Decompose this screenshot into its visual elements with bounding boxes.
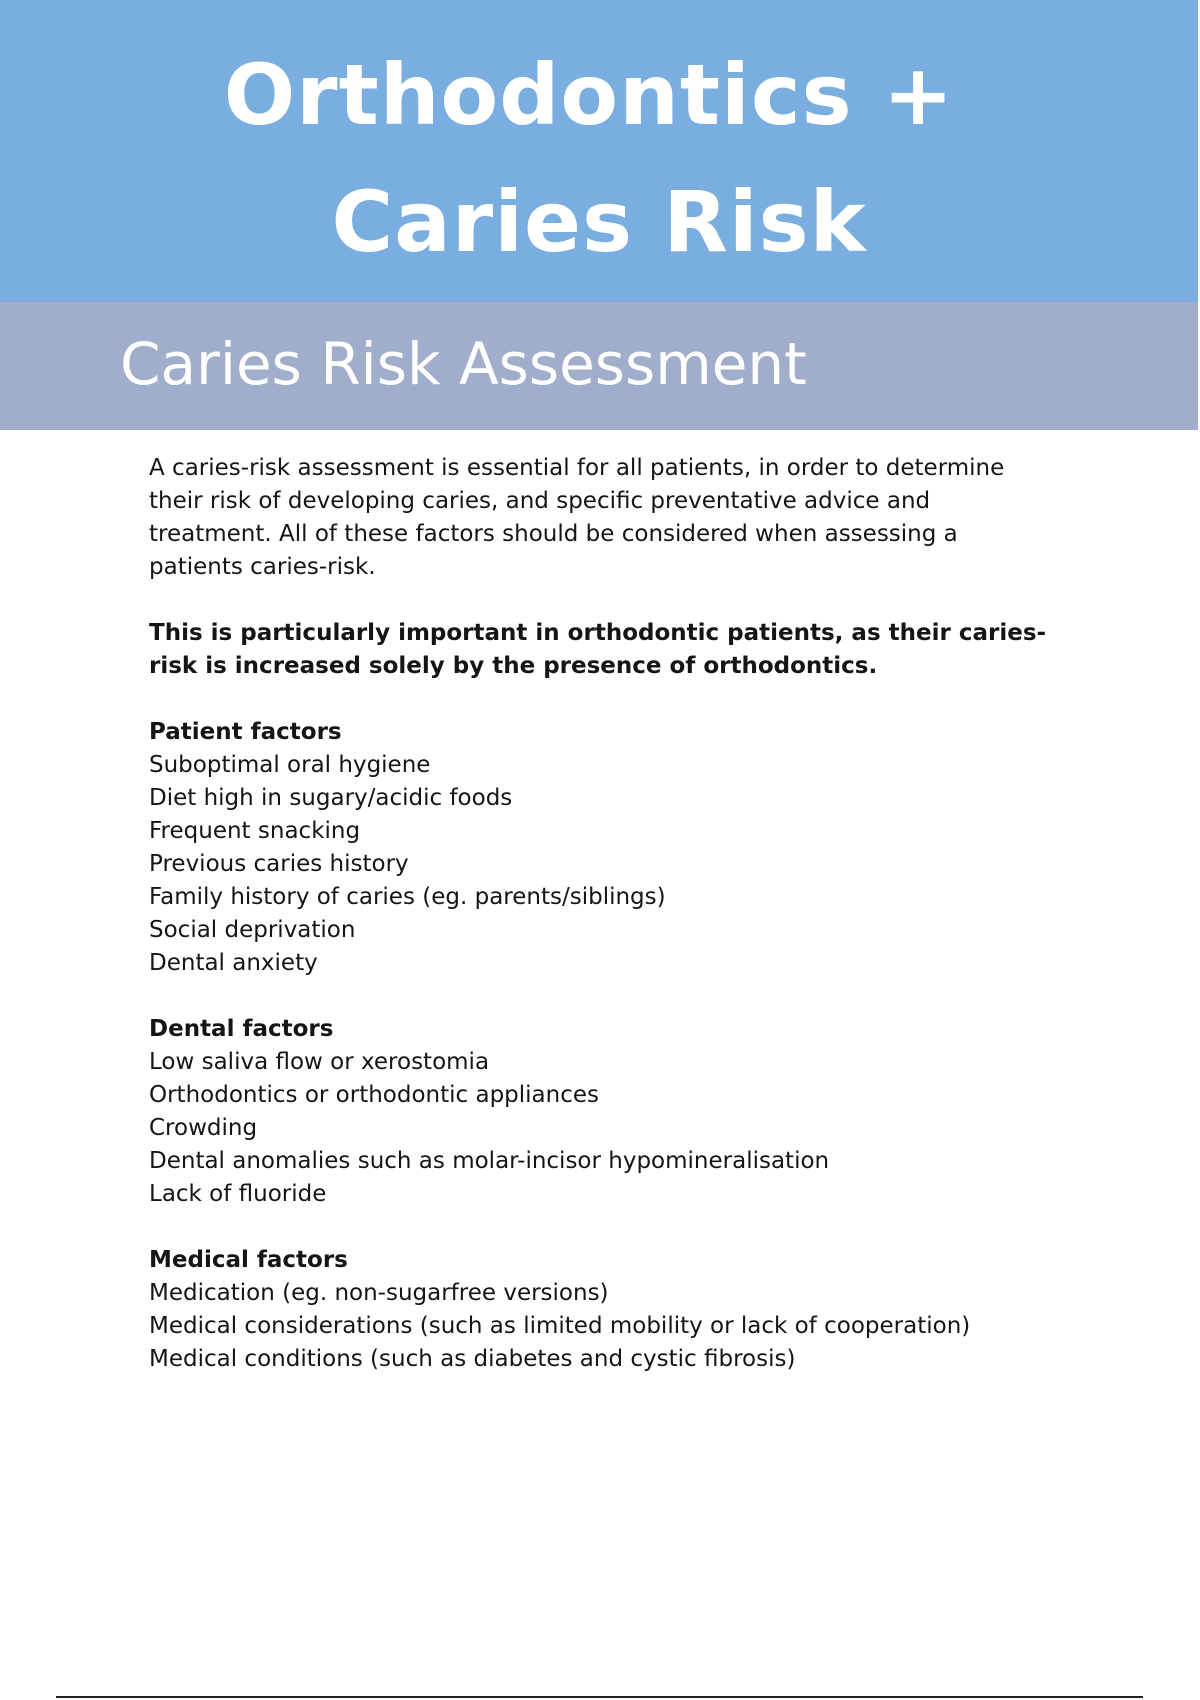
list-item: Medical considerations (such as limited mobility or lack of cooperation) xyxy=(149,1313,971,1339)
list-item: Family history of caries (eg. parents/siblings) xyxy=(149,884,666,910)
list-item: Medication (eg. non-sugarfree versions) xyxy=(149,1280,609,1306)
group-heading: Dental factors xyxy=(149,1016,334,1042)
list-item: Crowding xyxy=(149,1115,258,1141)
footer-divider xyxy=(56,1696,1143,1698)
factor-list xyxy=(149,1046,1049,1211)
patient-factors-group xyxy=(149,716,1049,980)
list-item: Dental anomalies such as molar-incisor hypomineralisation xyxy=(149,1148,830,1174)
medical-factors-group xyxy=(149,1244,1049,1376)
list-item: Medical conditions (such as diabetes and cystic fibrosis) xyxy=(149,1346,796,1372)
document-body xyxy=(149,452,1049,1409)
group-heading: Patient factors xyxy=(149,719,342,745)
list-item: Frequent snacking xyxy=(149,818,361,844)
list-item: Low saliva flow or xerostomia xyxy=(149,1049,490,1075)
page-title-line-2: Caries Risk xyxy=(331,173,867,271)
page-title-line-1: Orthodontics + xyxy=(223,46,955,144)
factor-list xyxy=(149,1277,1049,1376)
list-item: Suboptimal oral hygiene xyxy=(149,752,431,778)
list-item: Lack of fluoride xyxy=(149,1181,327,1207)
list-item: Social deprivation xyxy=(149,917,356,943)
group-heading: Medical factors xyxy=(149,1247,348,1273)
intro-paragraph: A caries-risk assessment is essential for all patients, in order to determine their risk of developing caries, and specific preventative advice and treatment. All of these factors should be considered when assessing a patients caries-risk. xyxy=(149,455,1005,580)
list-item: Diet high in sugary/acidic foods xyxy=(149,785,513,811)
list-item: Orthodontics or orthodontic appliances xyxy=(149,1082,599,1108)
list-item: Previous caries history xyxy=(149,851,409,877)
section-title: Caries Risk Assessment xyxy=(120,330,807,398)
emphasis-paragraph: This is particularly important in orthodontic patients, as their caries-risk is increased solely by the presence of orthodontics. xyxy=(149,620,1047,679)
factor-list xyxy=(149,749,1049,980)
list-item: Dental anxiety xyxy=(149,950,318,976)
dental-factors-group xyxy=(149,1013,1049,1211)
